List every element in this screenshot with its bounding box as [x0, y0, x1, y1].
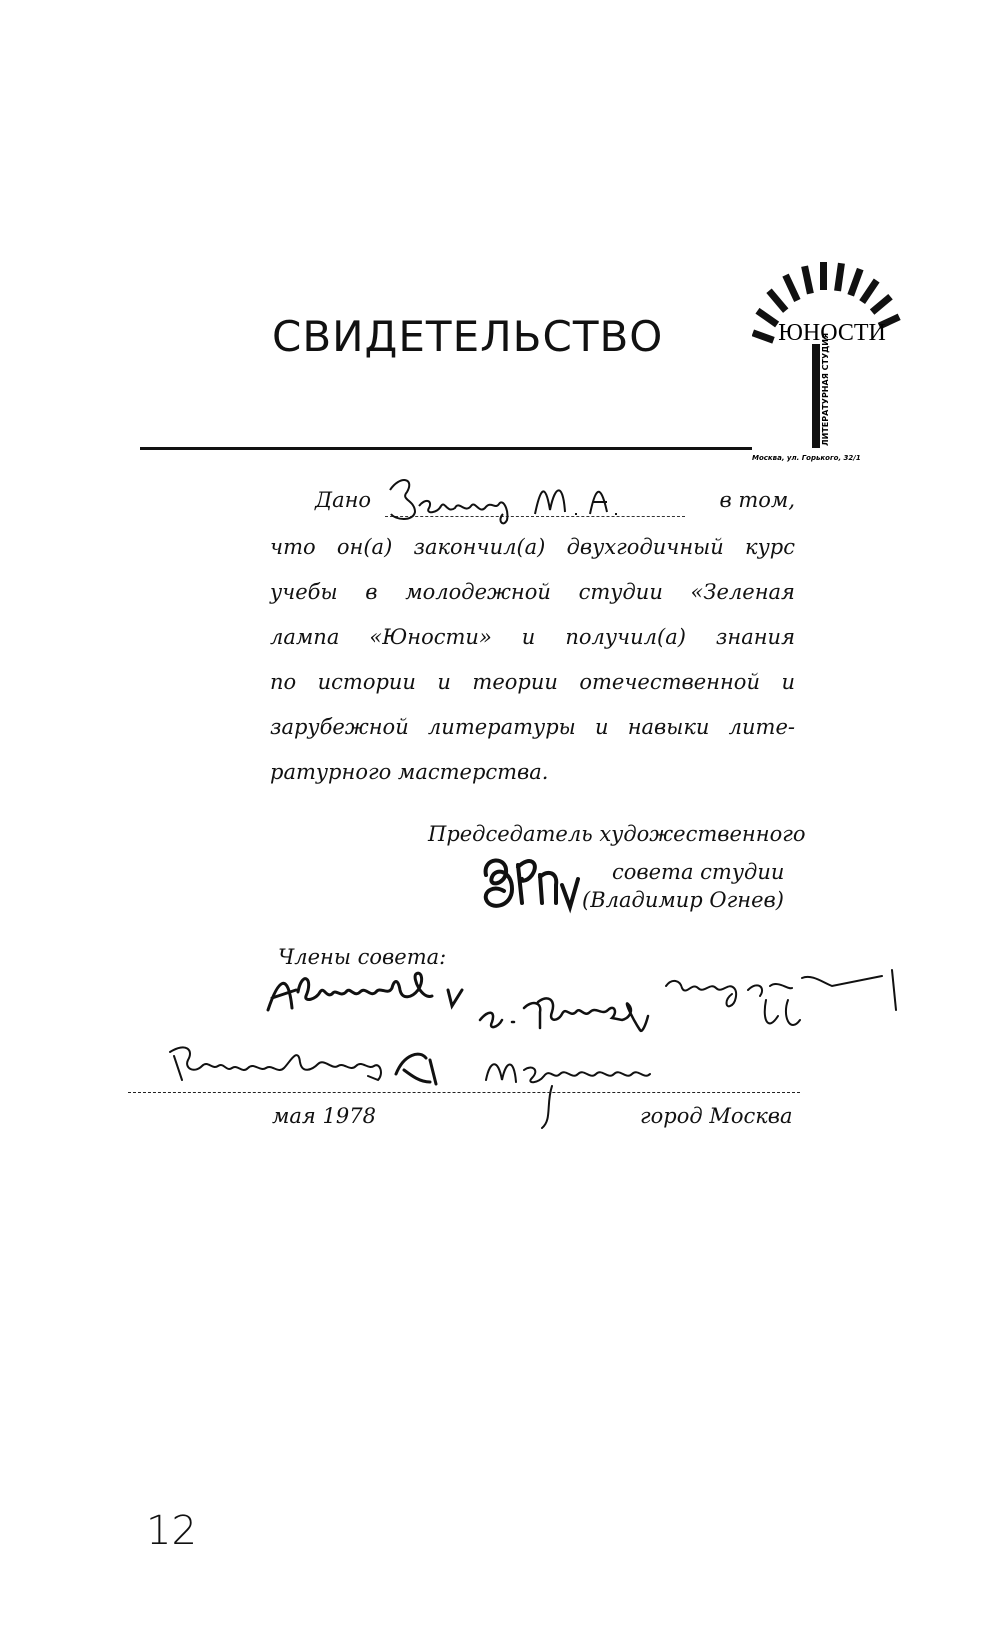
logo-vertical-text: ЛИТЕРАТУРНАЯ СТУДИЯ: [821, 332, 830, 446]
word: и: [437, 670, 451, 694]
council-signatures-row1: [262, 960, 912, 1040]
word: закончил(а): [413, 535, 546, 559]
word: он(а): [336, 535, 393, 559]
word: студии: [578, 580, 663, 604]
chairman-name: (Владимир Огнев): [582, 888, 784, 912]
word: и: [781, 670, 795, 694]
word: лампа: [270, 625, 340, 649]
signature-rule: [128, 1092, 800, 1093]
word: в: [365, 580, 378, 604]
word: истории: [317, 670, 416, 694]
logo-center-text: ЮНОСТИ: [778, 320, 886, 346]
word: зарубежной: [270, 715, 409, 739]
word: что: [270, 535, 316, 559]
logo-address: Москва, ул. Горького, 32/1: [752, 454, 861, 462]
word: по: [270, 670, 297, 694]
body-line: [270, 705, 795, 750]
word: получил(а): [565, 625, 686, 649]
word: двухгодичный: [566, 535, 724, 559]
word: «Зеленая: [690, 580, 795, 604]
chairman-title-line2: совета студии: [612, 860, 785, 884]
body-line: [270, 750, 795, 795]
word: литературы: [427, 715, 576, 739]
body-line: [270, 660, 795, 705]
word: учебы: [270, 580, 338, 604]
chairman-signature: [478, 855, 588, 915]
given-label: Дано: [315, 488, 372, 512]
word: курс: [745, 535, 795, 559]
body-line: [270, 570, 795, 615]
body-line: [270, 615, 795, 660]
word: теории: [472, 670, 558, 694]
title-underline: [140, 447, 752, 450]
chairman-title-line1: Председатель художественного: [428, 822, 806, 846]
word: навыки: [627, 715, 710, 739]
given-rest: в том,: [719, 488, 795, 512]
word: «Юности»: [369, 625, 492, 649]
page-title: СВИДЕТЕЛЬСТВО: [272, 312, 664, 361]
certificate-body: [270, 525, 795, 795]
page-number: 12: [146, 1508, 197, 1554]
council-signatures-row2: [168, 1040, 688, 1130]
body-line: [270, 525, 795, 570]
word: знания: [715, 625, 795, 649]
word: молодежной: [405, 580, 551, 604]
word: лите-: [728, 715, 795, 739]
word: и: [521, 625, 536, 649]
date-text: мая 1978: [272, 1104, 376, 1128]
city-text: город Москва: [640, 1104, 793, 1128]
handwritten-name-signature: [385, 470, 645, 530]
members-label: Члены совета:: [278, 945, 447, 969]
word: и: [594, 715, 609, 739]
word: ратурного мастерства.: [270, 760, 549, 784]
word: отечественной: [579, 670, 760, 694]
studio-logo: [752, 258, 912, 463]
